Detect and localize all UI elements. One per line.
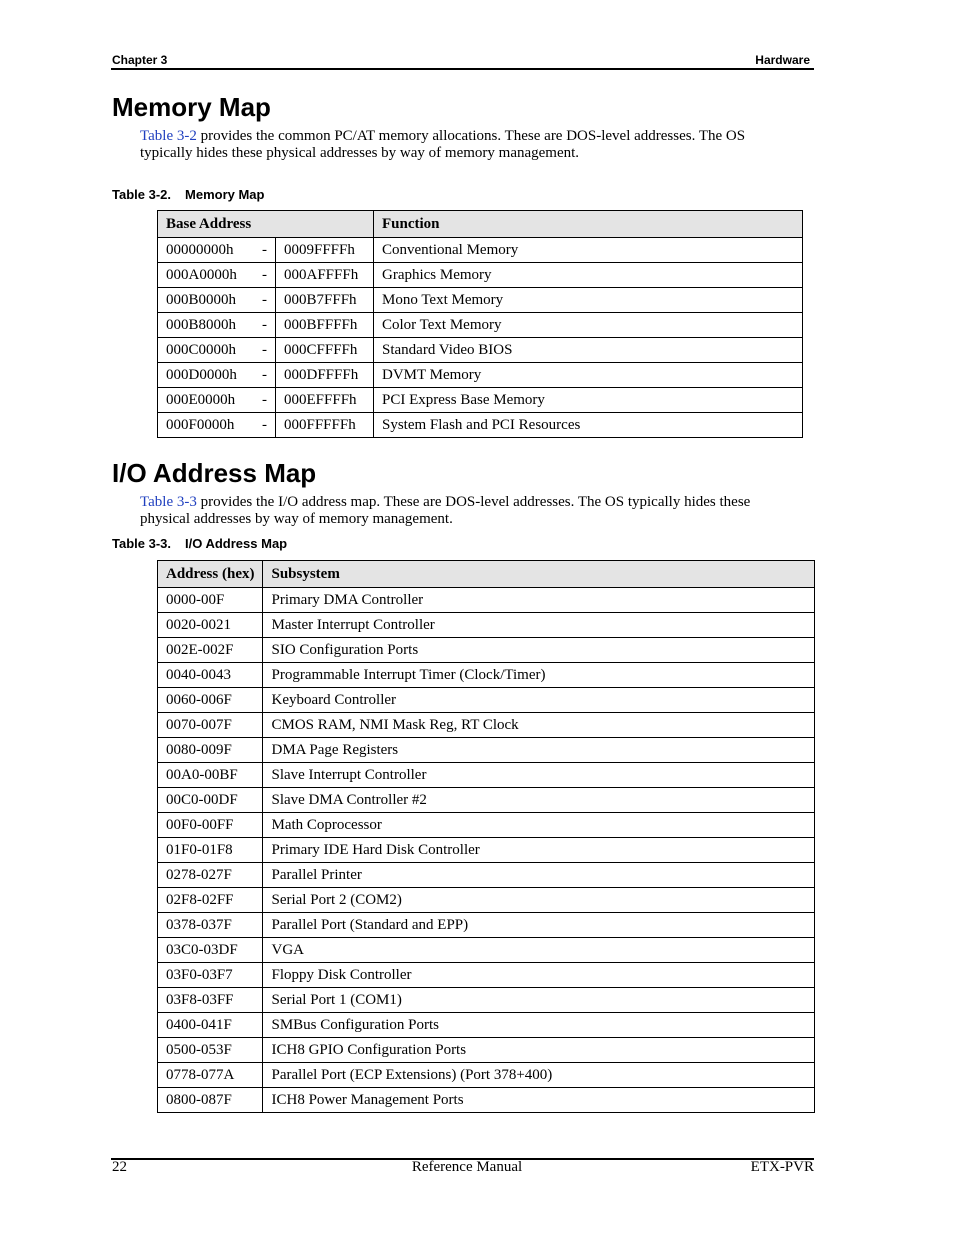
table-row (158, 388, 803, 413)
base-address-end: 000FFFFFh (276, 413, 374, 438)
memory-map-table (157, 210, 803, 438)
memory-map-intro-line1: provides the common PC/AT memory allocations. These are DOS-level addresses. The OS (196, 128, 746, 144)
base-address-end: 000AFFFFh (276, 263, 374, 288)
address-cell: 00C0-00DF (158, 788, 263, 813)
subsystem-cell: VGA (263, 938, 815, 963)
table-row (158, 1013, 815, 1038)
table-row (158, 1063, 815, 1088)
subsystem-cell: ICH8 GPIO Configuration Ports (263, 1038, 815, 1063)
header-chapter: Chapter 3 (112, 53, 168, 67)
address-cell: 00F0-00FF (158, 813, 263, 838)
table-row (158, 738, 815, 763)
address-cell: 002E-002F (158, 638, 263, 663)
subsystem-cell: Programmable Interrupt Timer (Clock/Timer) (263, 663, 815, 688)
subsystem-cell: CMOS RAM, NMI Mask Reg, RT Clock (263, 713, 815, 738)
table-row (158, 963, 815, 988)
function-cell: Mono Text Memory (374, 288, 803, 313)
base-address-separator: - (260, 238, 276, 263)
address-cell: 0080-009F (158, 738, 263, 763)
address-cell: 0278-027F (158, 863, 263, 888)
table-row (158, 988, 815, 1013)
subsystem-cell: Keyboard Controller (263, 688, 815, 713)
table-row (158, 1088, 815, 1113)
address-cell: 0020-0021 (158, 613, 263, 638)
address-cell: 00A0-00BF (158, 763, 263, 788)
address-cell: 03F0-03F7 (158, 963, 263, 988)
table-row (158, 838, 815, 863)
address-cell: 0378-037F (158, 913, 263, 938)
header-rule (111, 68, 814, 70)
table-row (158, 338, 803, 363)
column-header-address: Address (hex) (158, 561, 263, 588)
subsystem-cell: Serial Port 2 (COM2) (263, 888, 815, 913)
address-cell: 0040-0043 (158, 663, 263, 688)
io-map-caption-title: I/O Address Map (185, 536, 288, 551)
address-cell: 0070-007F (158, 713, 263, 738)
table-row (158, 813, 815, 838)
subsystem-cell: Primary IDE Hard Disk Controller (263, 838, 815, 863)
function-cell: System Flash and PCI Resources (374, 413, 803, 438)
address-cell: 0778-077A (158, 1063, 263, 1088)
base-address-end: 000EFFFFh (276, 388, 374, 413)
column-header-function: Function (374, 211, 803, 238)
base-address-start: 000B8000h (158, 313, 260, 338)
subsystem-cell: Primary DMA Controller (263, 588, 815, 613)
memory-map-caption-title: Memory Map (185, 187, 265, 202)
table-row (158, 663, 815, 688)
base-address-start: 000A0000h (158, 263, 260, 288)
subsystem-cell: Floppy Disk Controller (263, 963, 815, 988)
table-row (158, 888, 815, 913)
base-address-start: 000F0000h (158, 413, 260, 438)
memory-map-heading: Memory Map (112, 92, 271, 122)
base-address-separator: - (260, 288, 276, 313)
table-row (158, 688, 815, 713)
base-address-end: 000BFFFFh (276, 313, 374, 338)
base-address-end: 0009FFFFh (276, 238, 374, 263)
address-cell: 03C0-03DF (158, 938, 263, 963)
table-row (158, 788, 815, 813)
column-header-base-address: Base Address (158, 211, 374, 238)
subsystem-cell: SIO Configuration Ports (263, 638, 815, 663)
address-cell: 0400-041F (158, 1013, 263, 1038)
footer-product: ETX-PVR (750, 1159, 814, 1175)
io-map-caption (112, 536, 287, 551)
base-address-separator: - (260, 313, 276, 338)
io-map-caption-label: Table 3-3. (112, 536, 172, 551)
subsystem-cell: Slave DMA Controller #2 (263, 788, 815, 813)
base-address-start: 000D0000h (158, 363, 260, 388)
table-3-3-link[interactable]: Table 3-3 (140, 494, 197, 510)
table-3-2-link[interactable]: Table 3-2 (140, 128, 197, 144)
table-row (158, 713, 815, 738)
base-address-start: 000E0000h (158, 388, 260, 413)
table-row (158, 263, 803, 288)
subsystem-cell: Parallel Printer (263, 863, 815, 888)
subsystem-cell: Serial Port 1 (COM1) (263, 988, 815, 1013)
subsystem-cell: Parallel Port (Standard and EPP) (263, 913, 815, 938)
table-header-row (158, 561, 815, 588)
table-row (158, 238, 803, 263)
subsystem-cell: Master Interrupt Controller (263, 613, 815, 638)
table-row (158, 913, 815, 938)
base-address-end: 000CFFFFh (276, 338, 374, 363)
address-cell: 01F0-01F8 (158, 838, 263, 863)
table-header-row (158, 211, 803, 238)
io-map-intro-line2: physical addresses by way of memory management. (140, 511, 453, 527)
footer-page-number: 22 (112, 1159, 127, 1175)
function-cell: PCI Express Base Memory (374, 388, 803, 413)
subsystem-cell: SMBus Configuration Ports (263, 1013, 815, 1038)
io-map-intro-line1: provides the I/O address map. These are DOS-level addresses. The OS typically hides these (196, 494, 751, 510)
function-cell: Graphics Memory (374, 263, 803, 288)
address-cell: 0060-006F (158, 688, 263, 713)
subsystem-cell: Parallel Port (ECP Extensions) (Port 378+400) (263, 1063, 815, 1088)
function-cell: Conventional Memory (374, 238, 803, 263)
table-row (158, 613, 815, 638)
memory-map-caption-label: Table 3-2. (112, 187, 172, 202)
function-cell: Color Text Memory (374, 313, 803, 338)
base-address-separator: - (260, 338, 276, 363)
table-row (158, 1038, 815, 1063)
subsystem-cell: DMA Page Registers (263, 738, 815, 763)
base-address-start: 00000000h (158, 238, 260, 263)
address-cell: 0000-00F (158, 588, 263, 613)
table-row (158, 638, 815, 663)
header-section: Hardware (755, 53, 810, 67)
base-address-separator: - (260, 363, 276, 388)
footer-title: Reference Manual (411, 1159, 523, 1175)
base-address-separator: - (260, 413, 276, 438)
table-row (158, 938, 815, 963)
function-cell: DVMT Memory (374, 363, 803, 388)
table-row (158, 863, 815, 888)
base-address-start: 000B0000h (158, 288, 260, 313)
table-row (158, 363, 803, 388)
base-address-end: 000B7FFFh (276, 288, 374, 313)
column-header-subsystem: Subsystem (263, 561, 815, 588)
memory-map-caption (112, 187, 264, 202)
table-row (158, 763, 815, 788)
io-map-intro (140, 494, 810, 528)
address-cell: 0500-053F (158, 1038, 263, 1063)
base-address-start: 000C0000h (158, 338, 260, 363)
memory-map-intro (140, 128, 810, 162)
io-map-heading: I/O Address Map (112, 458, 317, 488)
table-row (158, 588, 815, 613)
io-map-table (157, 560, 815, 1113)
address-cell: 02F8-02FF (158, 888, 263, 913)
table-row (158, 288, 803, 313)
address-cell: 0800-087F (158, 1088, 263, 1113)
table-row (158, 413, 803, 438)
subsystem-cell: Slave Interrupt Controller (263, 763, 815, 788)
address-cell: 03F8-03FF (158, 988, 263, 1013)
base-address-end: 000DFFFFh (276, 363, 374, 388)
memory-map-intro-line2: typically hides these physical addresses by way of memory management. (140, 145, 580, 161)
function-cell: Standard Video BIOS (374, 338, 803, 363)
subsystem-cell: Math Coprocessor (263, 813, 815, 838)
subsystem-cell: ICH8 Power Management Ports (263, 1088, 815, 1113)
base-address-separator: - (260, 388, 276, 413)
table-row (158, 313, 803, 338)
base-address-separator: - (260, 263, 276, 288)
